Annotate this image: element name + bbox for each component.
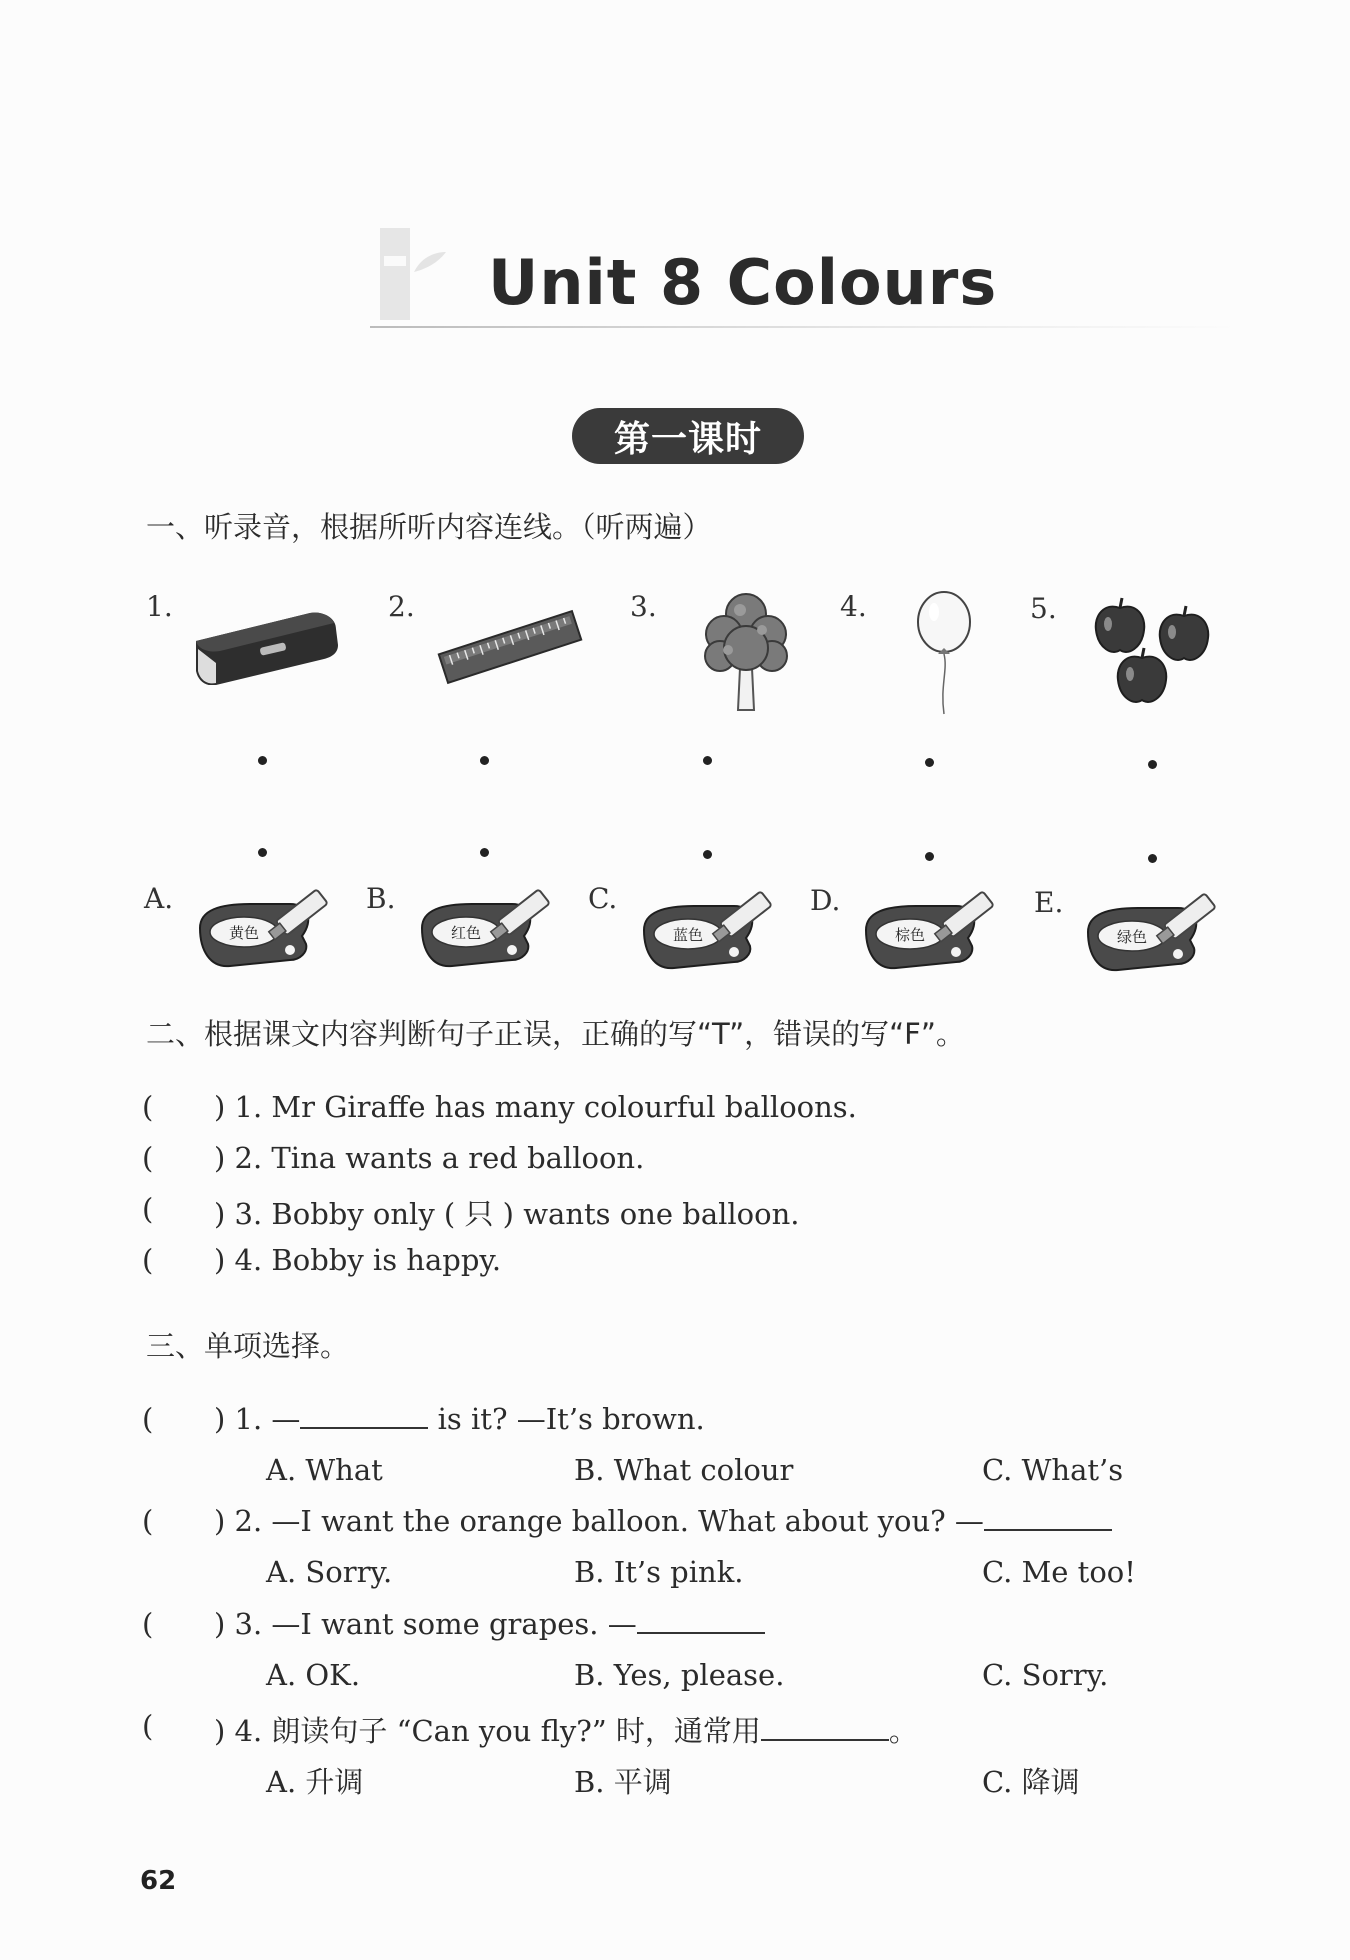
title-decoration-icon xyxy=(380,228,414,320)
match-dot[interactable] xyxy=(480,756,489,765)
option-b[interactable]: B. 平调 xyxy=(574,1765,672,1799)
picture-number: 1. xyxy=(146,590,173,623)
answer-paren[interactable]: ( xyxy=(142,1504,154,1538)
paint-label: 红色 xyxy=(450,924,482,942)
option-b[interactable]: B. Yes, please. xyxy=(574,1658,785,1692)
option-a[interactable]: A. 升调 xyxy=(266,1765,364,1799)
answer-paren[interactable]: ( xyxy=(142,1141,154,1175)
question-text: ) 1. — xyxy=(214,1402,301,1436)
ruler-icon xyxy=(436,604,584,690)
answer-blank[interactable] xyxy=(300,1405,428,1429)
paint-letter: C. xyxy=(588,882,618,915)
question-text: ) 4. 朗读句子 “Can you fly?” 时，通常用 xyxy=(214,1714,761,1748)
answer-paren[interactable]: ( xyxy=(142,1402,154,1436)
option-c[interactable]: C. Me too! xyxy=(982,1555,1136,1589)
match-dot[interactable] xyxy=(480,848,489,857)
apples-icon xyxy=(1090,594,1214,712)
match-dot[interactable] xyxy=(925,758,934,767)
option-a[interactable]: A. Sorry. xyxy=(266,1555,393,1589)
match-dot[interactable] xyxy=(258,756,267,765)
judge-text: ) 4. Bobby is happy. xyxy=(214,1243,502,1277)
section2-heading: 二、根据课文内容判断句子正误，正确的写“T”，错误的写“F”。 xyxy=(146,1017,965,1051)
paint-label: 绿色 xyxy=(1116,928,1148,946)
answer-blank[interactable] xyxy=(984,1507,1112,1531)
paint-letter: D. xyxy=(810,884,841,917)
answer-paren[interactable]: ( xyxy=(142,1192,154,1226)
option-a[interactable]: A. What xyxy=(266,1453,383,1487)
option-c[interactable]: C. What’s xyxy=(982,1453,1124,1487)
paint-palette-icon xyxy=(412,880,556,970)
option-c[interactable]: C. Sorry. xyxy=(982,1658,1109,1692)
paint-letter: B. xyxy=(366,882,396,915)
match-dot[interactable] xyxy=(703,850,712,859)
picture-number: 3. xyxy=(630,590,657,623)
answer-paren[interactable]: ( xyxy=(142,1709,154,1743)
match-dot[interactable] xyxy=(258,848,267,857)
paint-palette-icon xyxy=(190,880,334,970)
paint-label: 蓝色 xyxy=(672,926,704,944)
question-text: ) 2. —I want the orange balloon. What about you? — xyxy=(214,1504,984,1538)
match-dot[interactable] xyxy=(1148,854,1157,863)
judge-text: ) 3. Bobby only ( 只 ) wants one balloon. xyxy=(214,1197,800,1231)
paint-label: 棕色 xyxy=(894,926,926,944)
judge-text: ) 2. Tina wants a red balloon. xyxy=(214,1141,645,1175)
tree-icon xyxy=(700,590,792,712)
paint-palette-icon xyxy=(634,882,778,972)
answer-paren[interactable]: ( xyxy=(142,1607,154,1641)
match-dot[interactable] xyxy=(703,756,712,765)
picture-number: 4. xyxy=(840,590,867,623)
page-number: 62 xyxy=(140,1866,177,1896)
section3-heading: 三、单项选择。 xyxy=(146,1329,350,1363)
section1-heading: 一、听录音，根据所听内容连线。（听两遍） xyxy=(146,510,712,544)
unit-title: Unit 8 Colours xyxy=(488,246,998,319)
answer-paren[interactable]: ( xyxy=(142,1243,154,1277)
answer-paren[interactable]: ( xyxy=(142,1090,154,1124)
paint-label: 黄色 xyxy=(228,924,260,942)
option-c[interactable]: C. 降调 xyxy=(982,1765,1080,1799)
question-text: 。 xyxy=(888,1714,918,1748)
leaf-decoration-icon xyxy=(412,250,448,274)
judge-text: ) 1. Mr Giraffe has many colourful balloons. xyxy=(214,1090,857,1124)
picture-number: 2. xyxy=(388,590,415,623)
lesson-badge: 第一课时 xyxy=(572,408,804,464)
answer-blank[interactable] xyxy=(761,1717,889,1741)
pencil-case-icon xyxy=(190,605,342,685)
match-dot[interactable] xyxy=(925,852,934,861)
balloon-icon xyxy=(914,590,974,716)
paint-letter: E. xyxy=(1034,886,1064,919)
answer-blank[interactable] xyxy=(637,1610,765,1634)
paint-letter: A. xyxy=(144,882,174,915)
paint-palette-icon xyxy=(1078,884,1222,974)
picture-number: 5. xyxy=(1030,592,1057,625)
question-text: ) 3. —I want some grapes. — xyxy=(214,1607,637,1641)
match-dot[interactable] xyxy=(1148,760,1157,769)
option-b[interactable]: B. It’s pink. xyxy=(574,1555,744,1589)
title-divider xyxy=(370,326,1240,328)
paint-palette-icon xyxy=(856,882,1000,972)
question-text: is it? —It’s brown. xyxy=(428,1402,705,1436)
option-a[interactable]: A. OK. xyxy=(266,1658,361,1692)
option-b[interactable]: B. What colour xyxy=(574,1453,794,1487)
